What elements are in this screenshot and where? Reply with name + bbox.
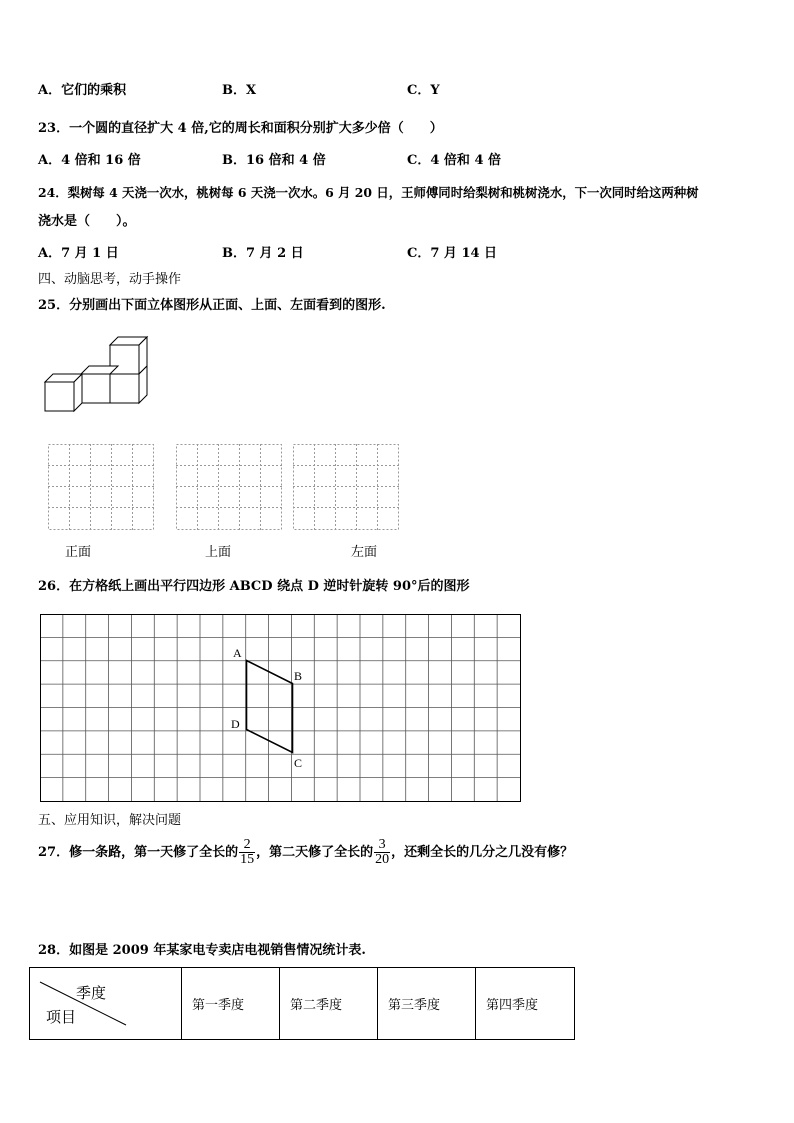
point-a-label: A — [233, 646, 242, 660]
q24-option-a: A．7 月 1 日 — [38, 246, 119, 261]
q27-part3: ，还剩全长的几分之几没有修？ — [391, 845, 574, 860]
point-b-label: B — [294, 669, 303, 683]
top-view-label: 上面 — [205, 545, 232, 560]
point-d-label: D — [231, 717, 240, 731]
q23-option-c: C．4 倍和 4 倍 — [407, 153, 502, 168]
q27-stem — [38, 838, 573, 868]
q24-stem-line2: 浇水是（ ）。 — [38, 214, 136, 229]
front-view-grid — [48, 444, 154, 530]
fraction-numerator: 2 — [239, 838, 255, 853]
left-view-label: 左面 — [351, 545, 378, 560]
q22-option-c: C．Y — [407, 83, 440, 98]
parallelogram-abcd — [247, 661, 293, 753]
sales-table — [29, 967, 575, 1040]
table-row — [30, 968, 575, 1040]
q22-option-b: B．X — [222, 83, 257, 98]
fraction-denominator: 15 — [240, 852, 255, 867]
column-header-q4: 第四季度 — [476, 968, 575, 1040]
header-item-label: 项目 — [46, 1008, 77, 1026]
q22-option-a: A．它们的乘积 — [38, 83, 127, 98]
q25-stem: 25．分别画出下面立体图形从正面、上面、左面看到的图形. — [38, 298, 386, 313]
top-view-grid — [176, 444, 282, 530]
q24-stem-line1: 24．梨树每 4 天浇一次水，桃树每 6 天浇一次水。6 月 20 日，王师傅同时给梨树和桃树浇水，下一次同时给这两种树 — [38, 185, 699, 200]
diagonal-header-cell — [30, 968, 182, 1040]
q23-option-a: A．4 倍和 16 倍 — [38, 153, 141, 168]
column-header-q2: 第二季度 — [280, 968, 378, 1040]
column-header-q1: 第一季度 — [182, 968, 280, 1040]
point-c-label: C — [294, 756, 303, 770]
square-grid — [40, 614, 521, 802]
q23-option-b: B．16 倍和 4 倍 — [222, 153, 326, 168]
front-view-label: 正面 — [65, 545, 92, 560]
q27-part2: ，第二天修了全长的 — [256, 845, 374, 860]
column-header-q3: 第三季度 — [378, 968, 476, 1040]
q24-option-b: B．7 月 2 日 — [222, 246, 304, 261]
q23-stem: 23．一个圆的直径扩大 4 倍,它的周长和面积分别扩大多少倍（ ） — [38, 121, 443, 136]
q28-stem: 28．如图是 2009 年某家电专卖店电视销售情况统计表. — [38, 943, 366, 958]
q24-option-c: C．7 月 14 日 — [407, 246, 498, 261]
section5-title: 五、应用知识，解决问题 — [38, 813, 182, 828]
diagonal-line — [30, 968, 182, 1041]
section4-title: 四、动脑思考，动手操作 — [38, 272, 182, 287]
left-view-grid — [293, 444, 399, 530]
q26-stem: 26．在方格纸上画出平行四边形 ABCD 绕点 D 逆时针旋转 90°后的图形 — [38, 579, 470, 594]
header-quarter-label: 季度 — [76, 984, 107, 1002]
fraction-numerator: 3 — [374, 838, 390, 853]
cube-figure — [40, 335, 160, 415]
q27-part1: 27．修一条路，第一天修了全长的 — [38, 845, 239, 860]
fraction-denominator: 20 — [375, 852, 390, 867]
fraction-3-20 — [374, 838, 390, 867]
fraction-2-15 — [239, 838, 255, 867]
